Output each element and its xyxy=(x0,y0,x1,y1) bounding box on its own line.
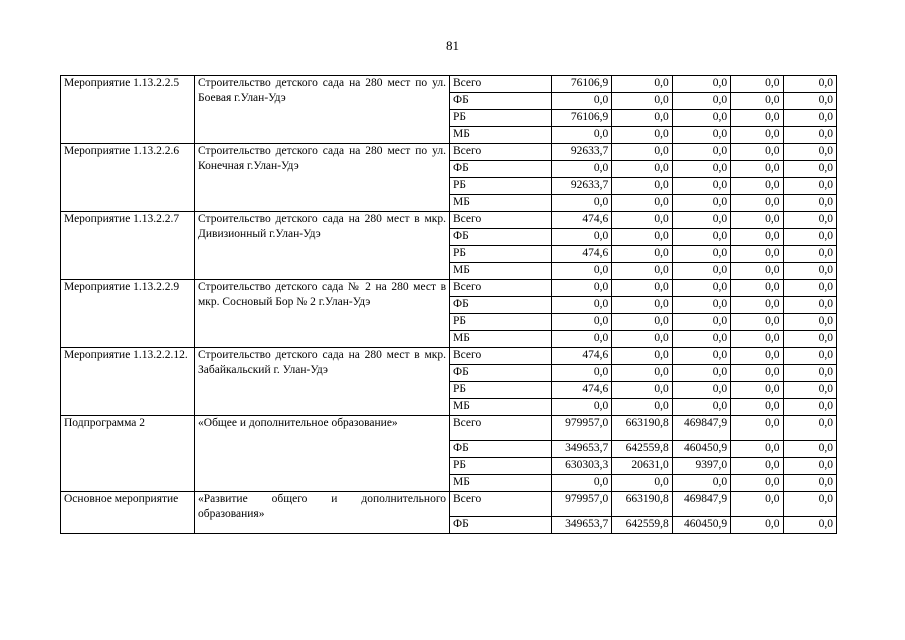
activity-code-cell: Мероприятие 1.13.2.2.9 xyxy=(61,280,195,348)
page-number: 81 xyxy=(446,38,459,53)
amount-cell: 0,0 xyxy=(672,178,730,195)
amount-cell: 0,0 xyxy=(731,441,783,458)
amount-cell: 630303,3 xyxy=(551,458,611,475)
amount-cell: 349653,7 xyxy=(551,517,611,534)
funding-source-cell: Всего xyxy=(450,280,552,297)
amount-cell: 0,0 xyxy=(612,195,672,212)
activity-name-cell: «Общее и дополнительное образование» xyxy=(195,416,450,492)
amount-cell: 0,0 xyxy=(731,399,783,416)
table-row xyxy=(61,348,837,365)
activity-code-cell: Мероприятие 1.13.2.2.5 xyxy=(61,76,195,144)
amount-cell: 0,0 xyxy=(783,144,836,161)
amount-cell: 0,0 xyxy=(612,178,672,195)
amount-cell: 469847,9 xyxy=(672,416,730,441)
amount-cell: 0,0 xyxy=(672,246,730,263)
amount-cell: 76106,9 xyxy=(551,110,611,127)
amount-cell: 0,0 xyxy=(612,348,672,365)
amount-cell: 0,0 xyxy=(731,458,783,475)
amount-cell: 0,0 xyxy=(672,144,730,161)
amount-cell: 0,0 xyxy=(612,127,672,144)
funding-source-cell: МБ xyxy=(450,127,552,144)
amount-cell: 0,0 xyxy=(672,212,730,229)
amount-cell: 76106,9 xyxy=(551,76,611,93)
amount-cell: 0,0 xyxy=(551,229,611,246)
amount-cell: 0,0 xyxy=(672,127,730,144)
amount-cell: 0,0 xyxy=(612,475,672,492)
funding-source-cell: МБ xyxy=(450,195,552,212)
amount-cell: 0,0 xyxy=(731,127,783,144)
amount-cell: 0,0 xyxy=(612,110,672,127)
funding-source-cell: РБ xyxy=(450,458,552,475)
amount-cell: 0,0 xyxy=(731,212,783,229)
funding-source-cell: Всего xyxy=(450,76,552,93)
amount-cell: 0,0 xyxy=(612,297,672,314)
amount-cell: 0,0 xyxy=(672,399,730,416)
funding-source-cell: РБ xyxy=(450,382,552,399)
funding-source-cell: Всего xyxy=(450,144,552,161)
amount-cell: 0,0 xyxy=(551,93,611,110)
amount-cell: 0,0 xyxy=(551,399,611,416)
amount-cell: 0,0 xyxy=(731,76,783,93)
amount-cell: 0,0 xyxy=(672,475,730,492)
table-row xyxy=(61,416,837,441)
amount-cell: 460450,9 xyxy=(672,517,730,534)
activity-code-cell: Подпрограмма 2 xyxy=(61,416,195,492)
amount-cell: 0,0 xyxy=(612,263,672,280)
amount-cell: 0,0 xyxy=(731,229,783,246)
amount-cell: 0,0 xyxy=(783,280,836,297)
amount-cell: 0,0 xyxy=(551,365,611,382)
amount-cell: 642559,8 xyxy=(612,517,672,534)
amount-cell: 0,0 xyxy=(783,246,836,263)
amount-cell: 0,0 xyxy=(783,399,836,416)
amount-cell: 9397,0 xyxy=(672,458,730,475)
amount-cell: 0,0 xyxy=(672,195,730,212)
amount-cell: 0,0 xyxy=(551,475,611,492)
activity-code-cell: Мероприятие 1.13.2.2.7 xyxy=(61,212,195,280)
amount-cell: 0,0 xyxy=(672,382,730,399)
amount-cell: 0,0 xyxy=(672,76,730,93)
funding-source-cell: Всего xyxy=(450,492,552,517)
activity-code-cell: Основное мероприятие xyxy=(61,492,195,534)
activity-name-cell: «Развитие общего и дополнительного образования» xyxy=(195,492,450,534)
amount-cell: 0,0 xyxy=(731,416,783,441)
table-row xyxy=(61,212,837,229)
amount-cell: 0,0 xyxy=(672,331,730,348)
amount-cell: 0,0 xyxy=(731,246,783,263)
amount-cell: 0,0 xyxy=(551,263,611,280)
activity-name-cell: Строительство детского сада на 280 мест по ул. Конечная г.Улан-Удэ xyxy=(195,144,450,212)
funding-source-cell: МБ xyxy=(450,399,552,416)
amount-cell: 0,0 xyxy=(783,382,836,399)
amount-cell: 20631,0 xyxy=(612,458,672,475)
amount-cell: 0,0 xyxy=(612,144,672,161)
funding-source-cell: МБ xyxy=(450,475,552,492)
amount-cell: 0,0 xyxy=(612,399,672,416)
amount-cell: 0,0 xyxy=(783,365,836,382)
amount-cell: 0,0 xyxy=(731,195,783,212)
amount-cell: 0,0 xyxy=(783,492,836,517)
amount-cell: 0,0 xyxy=(731,263,783,280)
funding-source-cell: ФБ xyxy=(450,441,552,458)
amount-cell: 0,0 xyxy=(551,127,611,144)
amount-cell: 469847,9 xyxy=(672,492,730,517)
amount-cell: 0,0 xyxy=(551,280,611,297)
amount-cell: 0,0 xyxy=(672,93,730,110)
amount-cell: 0,0 xyxy=(731,144,783,161)
funding-source-cell: ФБ xyxy=(450,365,552,382)
amount-cell: 474,6 xyxy=(551,246,611,263)
activity-name-cell: Строительство детского сада на 280 мест в мкр. Дивизионный г.Улан-Удэ xyxy=(195,212,450,280)
amount-cell: 0,0 xyxy=(731,178,783,195)
amount-cell: 0,0 xyxy=(783,331,836,348)
amount-cell: 0,0 xyxy=(672,110,730,127)
amount-cell: 0,0 xyxy=(731,161,783,178)
amount-cell: 474,6 xyxy=(551,382,611,399)
amount-cell: 0,0 xyxy=(612,280,672,297)
amount-cell: 0,0 xyxy=(783,314,836,331)
amount-cell: 642559,8 xyxy=(612,441,672,458)
amount-cell: 0,0 xyxy=(612,331,672,348)
amount-cell: 0,0 xyxy=(612,161,672,178)
amount-cell: 0,0 xyxy=(731,110,783,127)
amount-cell: 474,6 xyxy=(551,212,611,229)
amount-cell: 92633,7 xyxy=(551,178,611,195)
amount-cell: 0,0 xyxy=(612,365,672,382)
budget-table xyxy=(60,75,837,534)
amount-cell: 0,0 xyxy=(783,195,836,212)
amount-cell: 0,0 xyxy=(612,93,672,110)
amount-cell: 0,0 xyxy=(783,110,836,127)
funding-source-cell: ФБ xyxy=(450,229,552,246)
amount-cell: 0,0 xyxy=(731,331,783,348)
funding-source-cell: Всего xyxy=(450,416,552,441)
activity-code-cell: Мероприятие 1.13.2.2.6 xyxy=(61,144,195,212)
amount-cell: 0,0 xyxy=(731,280,783,297)
amount-cell: 0,0 xyxy=(783,517,836,534)
activity-code-cell: Мероприятие 1.13.2.2.12. xyxy=(61,348,195,416)
amount-cell: 0,0 xyxy=(783,458,836,475)
amount-cell: 0,0 xyxy=(783,416,836,441)
amount-cell: 0,0 xyxy=(783,263,836,280)
amount-cell: 0,0 xyxy=(783,93,836,110)
amount-cell: 0,0 xyxy=(783,441,836,458)
table-row xyxy=(61,76,837,93)
funding-source-cell: ФБ xyxy=(450,161,552,178)
amount-cell: 0,0 xyxy=(731,517,783,534)
amount-cell: 0,0 xyxy=(672,263,730,280)
amount-cell: 0,0 xyxy=(612,382,672,399)
activity-name-cell: Строительство детского сада № 2 на 280 мест в мкр. Сосновый Бор № 2 г.Улан-Удэ xyxy=(195,280,450,348)
funding-source-cell: МБ xyxy=(450,263,552,280)
amount-cell: 0,0 xyxy=(783,161,836,178)
amount-cell: 0,0 xyxy=(672,365,730,382)
amount-cell: 460450,9 xyxy=(672,441,730,458)
amount-cell: 0,0 xyxy=(731,297,783,314)
amount-cell: 0,0 xyxy=(672,297,730,314)
amount-cell: 0,0 xyxy=(672,229,730,246)
amount-cell: 0,0 xyxy=(731,492,783,517)
funding-source-cell: РБ xyxy=(450,110,552,127)
table-row xyxy=(61,492,837,517)
amount-cell: 0,0 xyxy=(672,314,730,331)
amount-cell: 349653,7 xyxy=(551,441,611,458)
amount-cell: 663190,8 xyxy=(612,416,672,441)
amount-cell: 0,0 xyxy=(551,331,611,348)
amount-cell: 0,0 xyxy=(783,76,836,93)
amount-cell: 0,0 xyxy=(672,280,730,297)
funding-source-cell: РБ xyxy=(450,178,552,195)
amount-cell: 0,0 xyxy=(783,212,836,229)
table-row xyxy=(61,144,837,161)
amount-cell: 0,0 xyxy=(551,297,611,314)
amount-cell: 0,0 xyxy=(783,348,836,365)
funding-source-cell: ФБ xyxy=(450,517,552,534)
amount-cell: 0,0 xyxy=(783,229,836,246)
funding-source-cell: РБ xyxy=(450,246,552,263)
amount-cell: 474,6 xyxy=(551,348,611,365)
amount-cell: 0,0 xyxy=(731,382,783,399)
amount-cell: 0,0 xyxy=(612,229,672,246)
activity-name-cell: Строительство детского сада на 280 мест в мкр. Забайкальский г. Улан-Удэ xyxy=(195,348,450,416)
amount-cell: 0,0 xyxy=(731,93,783,110)
amount-cell: 0,0 xyxy=(612,212,672,229)
amount-cell: 0,0 xyxy=(612,314,672,331)
funding-source-cell: МБ xyxy=(450,331,552,348)
amount-cell: 0,0 xyxy=(783,297,836,314)
amount-cell: 0,0 xyxy=(783,475,836,492)
amount-cell: 979957,0 xyxy=(551,416,611,441)
amount-cell: 0,0 xyxy=(672,161,730,178)
amount-cell: 0,0 xyxy=(731,348,783,365)
amount-cell: 0,0 xyxy=(731,365,783,382)
amount-cell: 0,0 xyxy=(783,127,836,144)
funding-source-cell: Всего xyxy=(450,348,552,365)
funding-source-cell: ФБ xyxy=(450,297,552,314)
amount-cell: 0,0 xyxy=(551,314,611,331)
table-row xyxy=(61,280,837,297)
amount-cell: 979957,0 xyxy=(551,492,611,517)
amount-cell: 92633,7 xyxy=(551,144,611,161)
amount-cell: 0,0 xyxy=(672,348,730,365)
amount-cell: 0,0 xyxy=(612,76,672,93)
amount-cell: 0,0 xyxy=(731,314,783,331)
activity-name-cell: Строительство детского сада на 280 мест по ул. Боевая г.Улан-Удэ xyxy=(195,76,450,144)
amount-cell: 0,0 xyxy=(731,475,783,492)
amount-cell: 0,0 xyxy=(612,246,672,263)
amount-cell: 0,0 xyxy=(783,178,836,195)
amount-cell: 0,0 xyxy=(551,161,611,178)
funding-source-cell: РБ xyxy=(450,314,552,331)
amount-cell: 663190,8 xyxy=(612,492,672,517)
funding-source-cell: ФБ xyxy=(450,93,552,110)
amount-cell: 0,0 xyxy=(551,195,611,212)
funding-source-cell: Всего xyxy=(450,212,552,229)
